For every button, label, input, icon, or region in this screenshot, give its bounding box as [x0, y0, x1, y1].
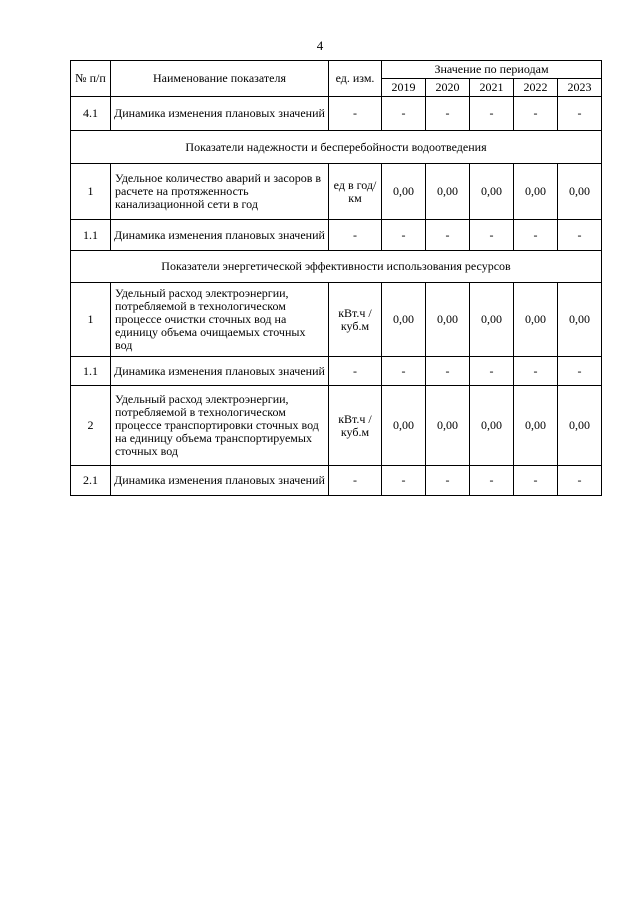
row-unit: - — [329, 466, 382, 496]
row-value: - — [426, 97, 470, 131]
row-value: 0,00 — [426, 164, 470, 220]
row-value: 0,00 — [470, 283, 514, 357]
row-value: 0,00 — [382, 386, 426, 466]
row-value: - — [382, 357, 426, 386]
row-value: - — [470, 466, 514, 496]
row-unit: - — [329, 97, 382, 131]
row-value: - — [558, 466, 602, 496]
header-year: 2022 — [514, 79, 558, 97]
row-value: 0,00 — [470, 386, 514, 466]
row-value: - — [470, 220, 514, 251]
row-value: - — [426, 466, 470, 496]
row-unit: кВт.ч / куб.м — [329, 386, 382, 466]
row-num: 1 — [71, 164, 111, 220]
row-num: 2 — [71, 386, 111, 466]
row-num: 1.1 — [71, 220, 111, 251]
row-name: Динамика изменения плановых значений — [111, 220, 329, 251]
row-value: 0,00 — [558, 283, 602, 357]
table-row — [71, 386, 602, 466]
row-name: Динамика изменения плановых значений — [111, 97, 329, 131]
table-body — [71, 97, 602, 496]
row-name: Удельное количество аварий и засоров в расчете на протяженность канализационной сети в год — [111, 164, 329, 220]
row-name: Динамика изменения плановых значений — [111, 466, 329, 496]
row-value: 0,00 — [426, 283, 470, 357]
table-row — [71, 164, 602, 220]
section-row — [71, 131, 602, 164]
row-value: - — [426, 357, 470, 386]
header-num: № п/п — [71, 61, 111, 97]
row-num: 1 — [71, 283, 111, 357]
row-name: Удельный расход электроэнергии, потребляемой в технологическом процессе транспортировки сточных вод на единицу объема транспортируемых сточных вод — [111, 386, 329, 466]
table-row — [71, 357, 602, 386]
row-value: - — [382, 466, 426, 496]
row-name: Динамика изменения плановых значений — [111, 357, 329, 386]
row-value: 0,00 — [558, 164, 602, 220]
table-header — [71, 61, 602, 97]
row-value: - — [514, 466, 558, 496]
row-value: 0,00 — [514, 386, 558, 466]
row-value: - — [514, 97, 558, 131]
section-title: Показатели энергетической эффективности использования ресурсов — [71, 251, 602, 283]
row-value: - — [382, 97, 426, 131]
table-row — [71, 97, 602, 131]
header-periods: Значение по периодам — [382, 61, 602, 79]
row-value: - — [514, 220, 558, 251]
header-year: 2019 — [382, 79, 426, 97]
row-num: 2.1 — [71, 466, 111, 496]
table-row — [71, 220, 602, 251]
row-value: 0,00 — [426, 386, 470, 466]
row-unit: кВт.ч / куб.м — [329, 283, 382, 357]
header-year: 2020 — [426, 79, 470, 97]
header-unit: ед. изм. — [329, 61, 382, 97]
table-row — [71, 283, 602, 357]
row-unit: ед в год/ км — [329, 164, 382, 220]
row-value: - — [426, 220, 470, 251]
row-unit: - — [329, 220, 382, 251]
row-value: 0,00 — [514, 283, 558, 357]
header-year: 2023 — [558, 79, 602, 97]
row-value: - — [470, 97, 514, 131]
row-unit: - — [329, 357, 382, 386]
row-value: 0,00 — [558, 386, 602, 466]
page-number: 4 — [316, 38, 324, 53]
row-num: 1.1 — [71, 357, 111, 386]
row-value: - — [470, 357, 514, 386]
indicators-table — [70, 60, 602, 496]
header-year: 2021 — [470, 79, 514, 97]
section-title: Показатели надежности и бесперебойности водоотведения — [71, 131, 602, 164]
row-value: - — [382, 220, 426, 251]
row-value: 0,00 — [382, 164, 426, 220]
row-num: 4.1 — [71, 97, 111, 131]
row-value: - — [558, 97, 602, 131]
row-value: - — [558, 220, 602, 251]
row-value: - — [514, 357, 558, 386]
table-row — [71, 466, 602, 496]
row-value: 0,00 — [514, 164, 558, 220]
section-row — [71, 251, 602, 283]
row-value: 0,00 — [470, 164, 514, 220]
header-name: Наименование показателя — [111, 61, 329, 97]
row-name: Удельный расход электроэнергии, потребляемой в технологическом процессе очистки сточных вод на единицу объема очищаемых сточных вод — [111, 283, 329, 357]
row-value: - — [558, 357, 602, 386]
row-value: 0,00 — [382, 283, 426, 357]
